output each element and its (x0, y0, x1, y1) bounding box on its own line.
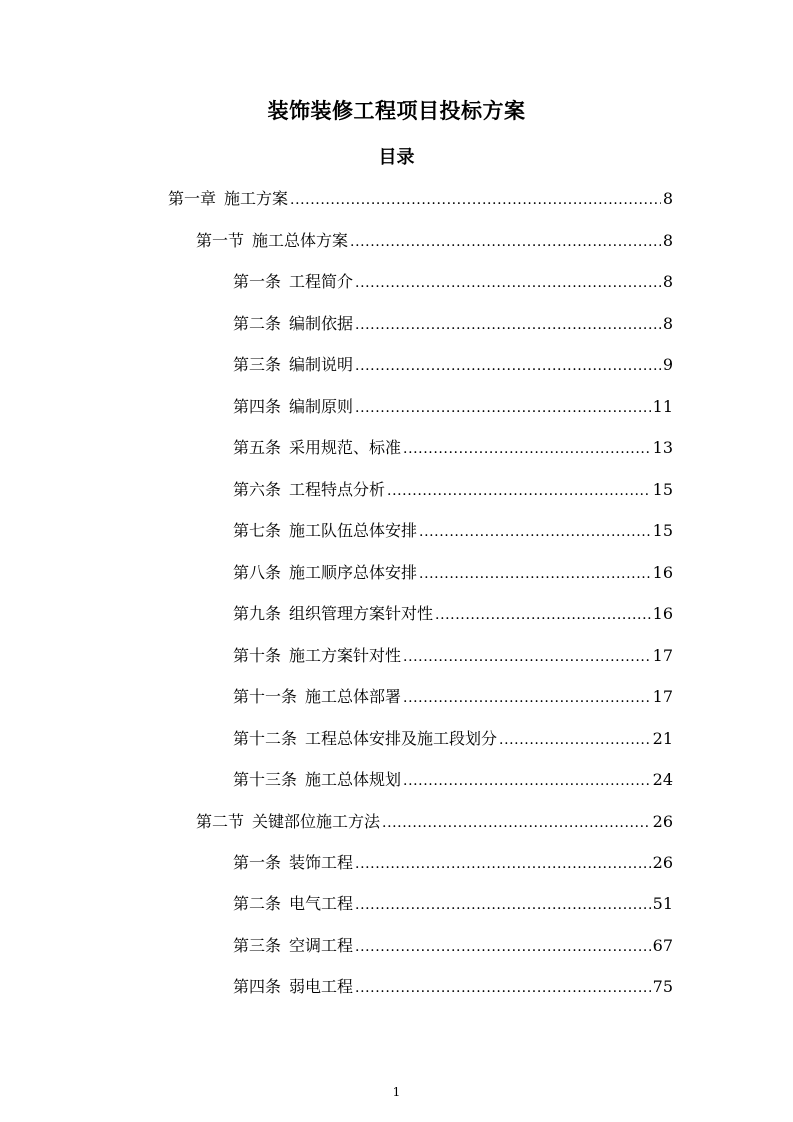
toc-entry[interactable] (168, 187, 673, 211)
toc-entry-title: 编制依据 (289, 314, 354, 333)
toc-entry-page: 9 (662, 355, 673, 374)
toc-entry-title: 施工顺序总体安排 (289, 563, 418, 582)
toc-entry-number: 第十一条 (233, 687, 298, 706)
toc-entry-title: 施工方案针对性 (289, 646, 402, 665)
toc-dot-leader (419, 562, 651, 586)
toc-entry[interactable] (233, 312, 673, 336)
toc-entry[interactable] (233, 851, 673, 875)
toc-dot-leader (403, 769, 651, 793)
toc-entry-number: 第四条 (233, 397, 282, 416)
toc-entry-number: 第五条 (233, 438, 282, 457)
toc-entry[interactable] (233, 270, 673, 294)
toc-entry-number: 第九条 (233, 604, 282, 623)
toc-dot-leader (290, 188, 661, 212)
toc-entry[interactable] (233, 395, 673, 419)
toc-entry-number: 第八条 (233, 563, 282, 582)
toc-entry-title: 装饰工程 (289, 853, 354, 872)
toc-dot-leader (355, 313, 661, 337)
toc-entry-page: 26 (652, 853, 673, 872)
toc-dot-leader (355, 976, 651, 1000)
toc-entry-page: 16 (652, 604, 673, 623)
toc-entry-number: 第十三条 (233, 770, 298, 789)
toc-entry[interactable] (233, 478, 673, 502)
toc-entry-number: 第一条 (233, 272, 282, 291)
toc-entry-page: 17 (652, 646, 673, 665)
toc-entry-title: 施工总体方案 (252, 231, 349, 250)
toc-entry[interactable] (233, 519, 673, 543)
toc-entry-number: 第一章 (168, 189, 217, 208)
toc-entry-page: 51 (652, 894, 673, 913)
document-title: 装饰装修工程项目投标方案 (267, 99, 526, 123)
toc-entry[interactable] (233, 685, 673, 709)
toc-dot-leader (355, 396, 651, 420)
toc-entry-page: 8 (662, 231, 673, 250)
toc-entry[interactable] (233, 602, 673, 626)
toc-entry-page: 17 (652, 687, 673, 706)
toc-entry-title: 施工方案 (224, 189, 289, 208)
toc-entry[interactable] (196, 229, 673, 253)
toc-heading: 目录 (378, 147, 415, 168)
toc-dot-leader (499, 728, 651, 752)
toc-entry-page: 26 (652, 812, 673, 831)
toc-entry-number: 第七条 (233, 521, 282, 540)
toc-entry-title: 工程总体安排及施工段划分 (305, 729, 498, 748)
toc-entry-title: 工程简介 (289, 272, 354, 291)
toc-entry[interactable] (233, 934, 673, 958)
toc-entry-number: 第十二条 (233, 729, 298, 748)
toc-entry-title: 空调工程 (289, 936, 354, 955)
toc-dot-leader (387, 479, 651, 503)
toc-entry[interactable] (233, 353, 673, 377)
toc-entry[interactable] (233, 768, 673, 792)
toc-dot-leader (403, 686, 651, 710)
toc-dot-leader (382, 811, 651, 835)
toc-entry-page: 8 (662, 189, 673, 208)
toc-dot-leader (419, 520, 651, 544)
toc-entry-page: 24 (652, 770, 673, 789)
page-number: 1 (392, 1085, 401, 1099)
toc-dot-leader (355, 935, 651, 959)
toc-entry-title: 组织管理方案针对性 (289, 604, 434, 623)
toc-entry-number: 第一条 (233, 853, 282, 872)
toc-entry-page: 67 (652, 936, 673, 955)
toc-entry-number: 第一节 (196, 231, 245, 250)
toc-entry-page: 11 (652, 397, 673, 416)
toc-entry-title: 施工总体规划 (305, 770, 402, 789)
toc-dot-leader (355, 893, 651, 917)
toc-dot-leader (403, 645, 651, 669)
toc-entry-title: 关键部位施工方法 (252, 812, 381, 831)
toc-entry-page: 75 (652, 977, 673, 996)
toc-entry-page: 8 (662, 314, 673, 333)
toc-entry[interactable] (233, 892, 673, 916)
toc-dot-leader (355, 354, 661, 378)
toc-entry[interactable] (233, 644, 673, 668)
toc-entry[interactable] (233, 975, 673, 999)
toc-entry-number: 第二条 (233, 894, 282, 913)
toc-entry-page: 15 (652, 521, 673, 540)
toc-entry-number: 第三条 (233, 355, 282, 374)
toc-entry[interactable] (196, 810, 673, 834)
toc-entry[interactable] (233, 561, 673, 585)
toc-entry-page: 8 (662, 272, 673, 291)
toc-entry-page: 21 (652, 729, 673, 748)
toc-entry-number: 第十条 (233, 646, 282, 665)
toc-entry-number: 第三条 (233, 936, 282, 955)
toc-entry-page: 15 (652, 480, 673, 499)
toc-entry-page: 16 (652, 563, 673, 582)
toc-dot-leader (355, 852, 651, 876)
toc-entry-title: 电气工程 (289, 894, 354, 913)
toc-entry-title: 施工队伍总体安排 (289, 521, 418, 540)
toc-entry-title: 采用规范、标准 (289, 438, 402, 457)
toc-entry-number: 第二节 (196, 812, 245, 831)
toc-entry-page: 13 (652, 438, 673, 457)
toc-dot-leader (435, 603, 651, 627)
toc-entry-title: 工程特点分析 (289, 480, 386, 499)
toc-entry-number: 第二条 (233, 314, 282, 333)
toc-entry[interactable] (233, 436, 673, 460)
toc-entry-title: 编制说明 (289, 355, 354, 374)
toc-entry[interactable] (233, 727, 673, 751)
toc-entry-title: 施工总体部署 (305, 687, 402, 706)
toc-entry-title: 编制原则 (289, 397, 354, 416)
toc-dot-leader (350, 230, 661, 254)
toc-entry-number: 第四条 (233, 977, 282, 996)
toc-entry-title: 弱电工程 (289, 977, 354, 996)
toc-dot-leader (403, 437, 651, 461)
toc-entry-number: 第六条 (233, 480, 282, 499)
toc-dot-leader (355, 271, 661, 295)
